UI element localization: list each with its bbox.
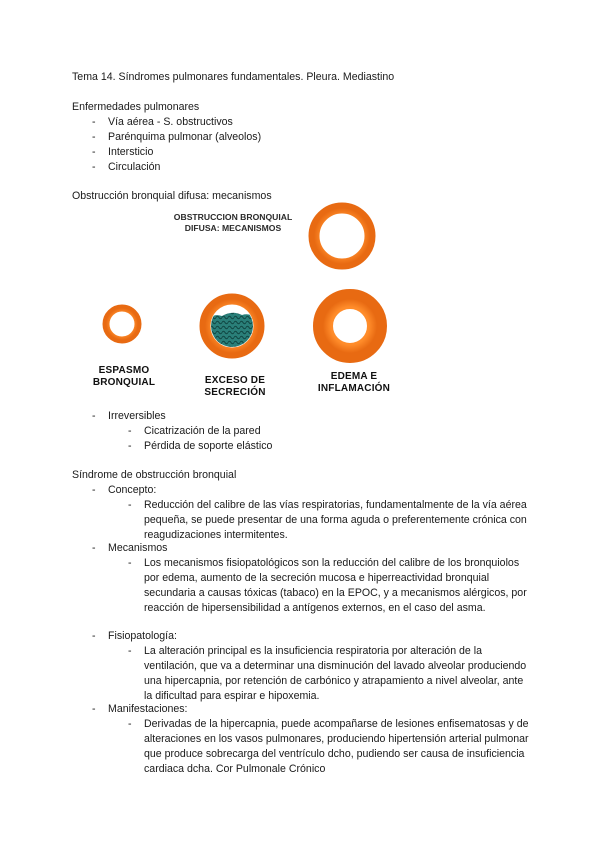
caption-line: ESPASMO [98, 365, 150, 376]
figure-title [168, 212, 298, 234]
list-dash: - [128, 440, 132, 452]
caption-line: EXCESO DE [204, 375, 266, 386]
section-label: Mecanismos [108, 542, 168, 554]
list-dash: - [92, 410, 96, 422]
caption-exceso [200, 375, 270, 399]
section-text: La alteración principal es la insuficiencia respiratoria por alteración de la ventilación, que va a determinar una disminución del lavado alveolar produciendo una hipercapnia, por retención de carbónico y atrapamiento a nivel alveolar, ante la dificultad para espirar e hipoxemia. [144, 645, 527, 702]
caption-line: BRONQUIAL [92, 377, 156, 388]
list-dash: - [92, 484, 96, 496]
list-item: Vía aérea - S. obstructivos [108, 116, 233, 128]
section-label: Fisiopatología: [108, 630, 177, 642]
list-item: Intersticio [108, 146, 154, 158]
list-dash: - [92, 116, 96, 128]
list-item: Pérdida de soporte elástico [144, 440, 273, 452]
list-dash: - [92, 542, 96, 554]
caption-espasmo [92, 365, 156, 389]
caption-line: SECRECIÓN [204, 387, 266, 398]
section-label: Manifestaciones: [108, 703, 188, 715]
caption-line: EDEMA E [330, 371, 378, 382]
section-text: Los mecanismos fisiopatológicos son la reducción del calibre de los bronquiolos por edema, aumento de la secreción mucosa e hiperreactividad bronquial secundaria a causas tóxicas (tabaco) en la EPOC, y a mecanismos alérgicos, por reacción de hipersensibilidad a antígenos externos, en el caso del asma. [144, 557, 527, 614]
figure-title-line2: DIFUSA: MECANISMOS [184, 223, 282, 233]
caption-edema [314, 371, 394, 395]
list-dash: - [92, 146, 96, 158]
list-dash: - [128, 645, 132, 657]
list-dash: - [128, 425, 132, 437]
mucus-fill [205, 313, 260, 360]
figure-title-line1: OBSTRUCCION BRONQUIAL [173, 212, 293, 222]
list-dash: - [92, 131, 96, 143]
spasm-ring [106, 308, 138, 340]
section-text: Derivadas de la hipercapnia, puede acompañarse de lesiones enfisematosas y de alteraciones en los vasos pulmonares, produciendo hipertensión arterial pulmonar que produce sobrecarga del ventrículo dcho, pudiendo ser causa de insuficiencia cardiaca dcha. Cor Pulmonale Crónico [144, 718, 529, 775]
list-dash: - [128, 499, 132, 511]
list-dash: - [92, 630, 96, 642]
section-heading-obstruccion: Obstrucción bronquial difusa: mecanismos [72, 190, 272, 202]
page-title: Tema 14. Síndromes pulmonares fundamentales. Pleura. Mediastino [72, 71, 395, 83]
normal-bronchus-ring [314, 208, 370, 264]
list-item: Cicatrización de la pared [144, 425, 261, 437]
list-item: Circulación [108, 161, 161, 173]
edema-ring [323, 299, 377, 353]
section-text: Reducción del calibre de las vías respiratorias, fundamentalmente de la vía aérea pequeña, se puede presentar de una forma aguda o preferentemente crónica con reagudizaciones intermitentes. [144, 499, 527, 541]
list-dash: - [128, 557, 132, 569]
section-label: Concepto: [108, 484, 157, 496]
list-dash: - [92, 703, 96, 715]
list-dash: - [92, 161, 96, 173]
section-heading-enfermedades: Enfermedades pulmonares [72, 101, 200, 113]
caption-line: INFLAMACIÓN [317, 383, 391, 394]
secretion-ring [205, 299, 259, 353]
list-item-label: Irreversibles [108, 410, 166, 422]
section-heading-sindrome: Síndrome de obstrucción bronquial [72, 469, 237, 481]
list-item: Parénquima pulmonar (alveolos) [108, 131, 262, 143]
list-dash: - [128, 718, 132, 730]
